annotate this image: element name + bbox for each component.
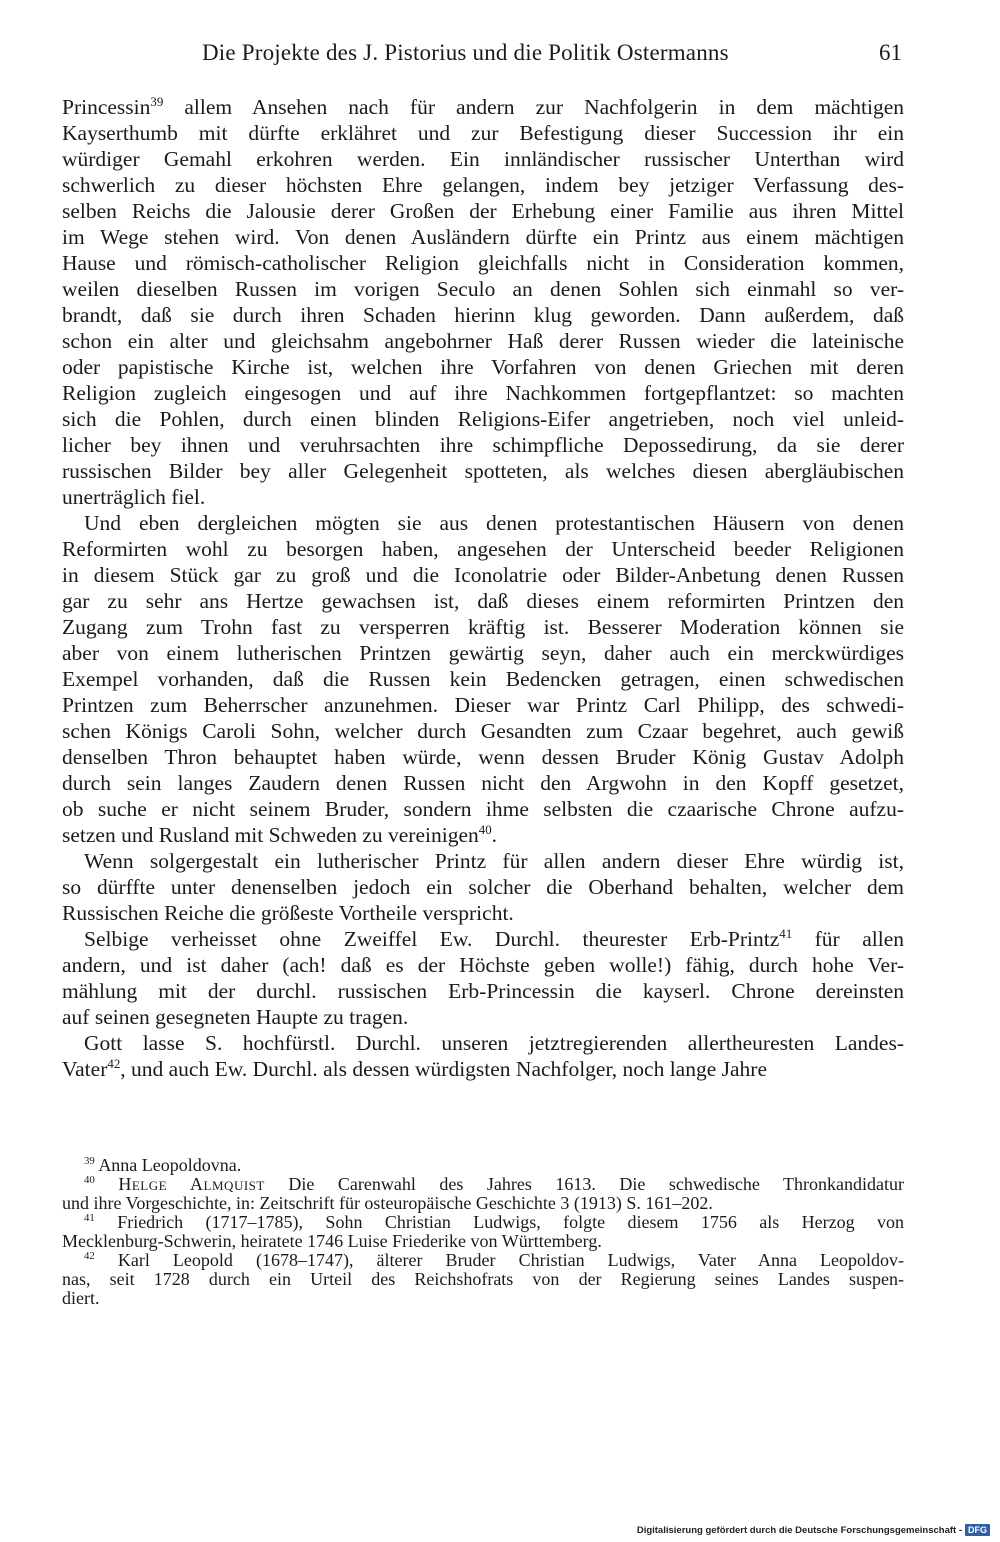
text-line: im Wege stehen wird. Von denen Ausländern dürfte ein Printz aus einem mächtigen bbox=[62, 225, 904, 249]
text-line: licher bey ihnen und veruhrsachten ihre schimpfliche Depossedirung, da sie derer bbox=[62, 433, 904, 457]
text-line: Gott lasse S. hochfürstl. Durchl. unseren jetztregierenden allertheuresten Landes- bbox=[84, 1031, 904, 1055]
text-line: Russischen Reiche die größeste Vortheile verspricht. bbox=[62, 901, 514, 925]
page-number: 61 bbox=[879, 40, 902, 65]
text-line: Und eben dergleichen mögten sie aus denen protestantischen Häusern von denen bbox=[84, 511, 904, 535]
footnote-number: 39 bbox=[84, 1155, 95, 1167]
text-line: in diesem Stück gar zu groß und die Iconolatrie oder Bilder-Anbetung denen Russen bbox=[62, 563, 904, 587]
text-line: brandt, daß sie durch ihren Schaden hierinn klug geworden. Dann außerdem, daß bbox=[62, 303, 904, 327]
footnote bbox=[62, 1175, 904, 1213]
footnote bbox=[62, 1156, 904, 1175]
footnote-ref: 42 bbox=[107, 1056, 121, 1071]
text-line: ob suche er nicht seinem Bruder, sondern ihme selbsten die czaarische Chrone aufzu- bbox=[62, 797, 904, 821]
text-line: mählung mit der durchl. russischen Erb-Princessin die kayserl. Chrone dereinsten bbox=[62, 979, 904, 1003]
text-line: Vater$^{42}$, und auch Ew. Durchl. als dessen würdigsten Nachfolger, noch lange Jahre bbox=[62, 1056, 767, 1081]
footnote-line: diert. bbox=[62, 1288, 100, 1308]
footnote-line: nas, seit 1728 durch ein Urteil des Reichshofrats von der Regierung seines Landes suspen- bbox=[62, 1269, 904, 1289]
text-line: schwerlich zu dieser höchsten Ehre gelangen, indem bey jetziger Verfassung des- bbox=[62, 173, 904, 197]
paragraph bbox=[62, 510, 904, 848]
footnotes bbox=[62, 1156, 904, 1308]
text-line: oder papistische Kirche ist, welchen ihre Vorfahren von denen Griechen mit deren bbox=[62, 355, 904, 379]
text-line: Reformirten wohl zu besorgen haben, angesehen der Unterscheid beeder Religionen bbox=[62, 537, 904, 561]
footnote-line: und ihre Vorgeschichte, in: Zeitschrift für osteuropäische Geschichte 3 (1913) S. 161–202. bbox=[62, 1193, 713, 1213]
paragraph bbox=[62, 94, 904, 510]
text-line: Zugang zum Trohn fast zu versperren kräftig ist. Besserer Moderation können sie bbox=[62, 615, 904, 639]
text-line: würdiger Gemahl erkohren werden. Ein innländischer russischer Unterthan wird bbox=[62, 147, 904, 171]
digitization-credit bbox=[637, 1524, 990, 1536]
footnote-line: $^{39}$ Anna Leopoldovna. bbox=[84, 1155, 242, 1175]
footnote-ref: 40 bbox=[478, 822, 492, 837]
footnote-number: 42 bbox=[84, 1250, 95, 1262]
text-line: Hause und römisch-catholischer Religion gleichfalls nicht in Consideration kommen, bbox=[62, 251, 904, 275]
text-line: Princessin$^{39}$ allem Ansehen nach für andern zur Nachfolgerin in dem mächtigen bbox=[62, 94, 904, 119]
footnote-ref: 41 bbox=[779, 926, 793, 941]
footnote-line: $^{41}$ Friedrich (1717–1785), Sohn Christian Ludwigs, folgte diesem 1756 als Herzog von bbox=[84, 1212, 904, 1232]
footnote bbox=[62, 1213, 904, 1251]
text-line: russischen Bilder bey aller Gelegenheit spotteten, als welches diesen abergläubischen bbox=[62, 459, 904, 483]
paragraph bbox=[62, 1030, 904, 1082]
credit-text: Digitalisierung gefördert durch die Deutsche Forschungsgemeinschaft - bbox=[636, 1524, 962, 1536]
footnote-ref: 39 bbox=[150, 94, 164, 109]
body-text bbox=[62, 94, 904, 1082]
dfg-logo: DFG bbox=[965, 1524, 990, 1536]
text-line: gar zu sehr ans Hertze gewachsen ist, daß dieses einem reformirten Printzen den bbox=[62, 589, 904, 613]
footnote-line: Mecklenburg-Schwerin, heiratete 1746 Luise Friederike von Württemberg. bbox=[62, 1231, 602, 1251]
footnote-number: 41 bbox=[84, 1212, 95, 1224]
running-head bbox=[62, 38, 904, 72]
text-line: so dürffte unter denenselben jedoch ein solcher die Oberhand behalten, welcher dem bbox=[62, 875, 904, 899]
text-line: setzen und Rusland mit Schweden zu vereinigen$^{40}$. bbox=[62, 822, 498, 847]
text-line: weilen dieselben Russen im vorigen Seculo an denen Sohlen sich einmahl so ver- bbox=[62, 277, 904, 301]
text-line: selben Reichs die Jalousie derer Großen der Erhebung einer Familie aus ihren Mittel bbox=[62, 199, 904, 223]
text-line: Religion zugleich eingesogen und auf ihre Nachkommen fortgepflantzet: so machten bbox=[62, 381, 904, 405]
text-line: auf seinen gesegneten Haupte zu tragen. bbox=[62, 1005, 409, 1029]
footnote-author: Helge Almquist bbox=[118, 1174, 265, 1194]
text-line: Wenn solgergestalt ein lutherischer Printz für allen andern dieser Ehre würdig ist, bbox=[84, 849, 904, 873]
footnote-line: $^{42}$ Karl Leopold (1678–1747), älterer Bruder Christian Ludwigs, Vater Anna Leopoldov- bbox=[84, 1250, 905, 1270]
footnote-number: 40 bbox=[84, 1174, 95, 1186]
footnote-line: $^{40}$ Helge Almquist Die Carenwahl des Jahres 1613. Die schwedische Thronkandidatur bbox=[84, 1174, 905, 1194]
paragraph bbox=[62, 848, 904, 926]
paragraph bbox=[62, 926, 904, 1030]
text-line: denselben Thron behauptet haben würde, wenn dessen Bruder König Gustav Adolph bbox=[62, 745, 904, 769]
text-line: Exempel vorhanden, daß die Russen kein Bedencken getragen, einen schwedischen bbox=[62, 667, 904, 691]
text-line: andern, und ist daher (ach! daß es der Höchste geben wolle!) fähig, durch hohe Ver- bbox=[62, 953, 904, 977]
text-line: schon ein alter und gleichsahm angebohrner Haß derer Russen wieder die lateinische bbox=[62, 329, 904, 353]
text-line: unerträglich fiel. bbox=[62, 485, 206, 509]
text-line: schen Königs Caroli Sohn, welcher durch Gesandten zum Czaar begehret, auch gewiß bbox=[62, 719, 904, 743]
text-line: sich die Pohlen, durch einen blinden Religions-Eifer angetrieben, noch viel unleid- bbox=[62, 407, 904, 431]
text-line: aber von einem lutherischen Printzen gewärtig seyn, daher auch ein merckwürdiges bbox=[62, 641, 904, 665]
text-line: Printzen zum Beherrscher anzunehmen. Dieser war Printz Carl Philipp, des schwedi- bbox=[62, 693, 904, 717]
footnote bbox=[62, 1251, 904, 1308]
text-line: Kayserthumb mit dürfte erklähret und zur Befestigung dieser Succession ihr ein bbox=[62, 121, 904, 145]
text-line: durch sein langes Zaudern denen Russen nicht den Argwohn in den Kopff gesetzet, bbox=[62, 771, 904, 795]
running-title: Die Projekte des J. Pistorius und die Politik Ostermanns bbox=[202, 40, 729, 65]
text-line: Selbige verheisset ohne Zweiffel Ew. Durchl. theurester Erb-Printz$^{41}$ für allen bbox=[84, 926, 904, 951]
